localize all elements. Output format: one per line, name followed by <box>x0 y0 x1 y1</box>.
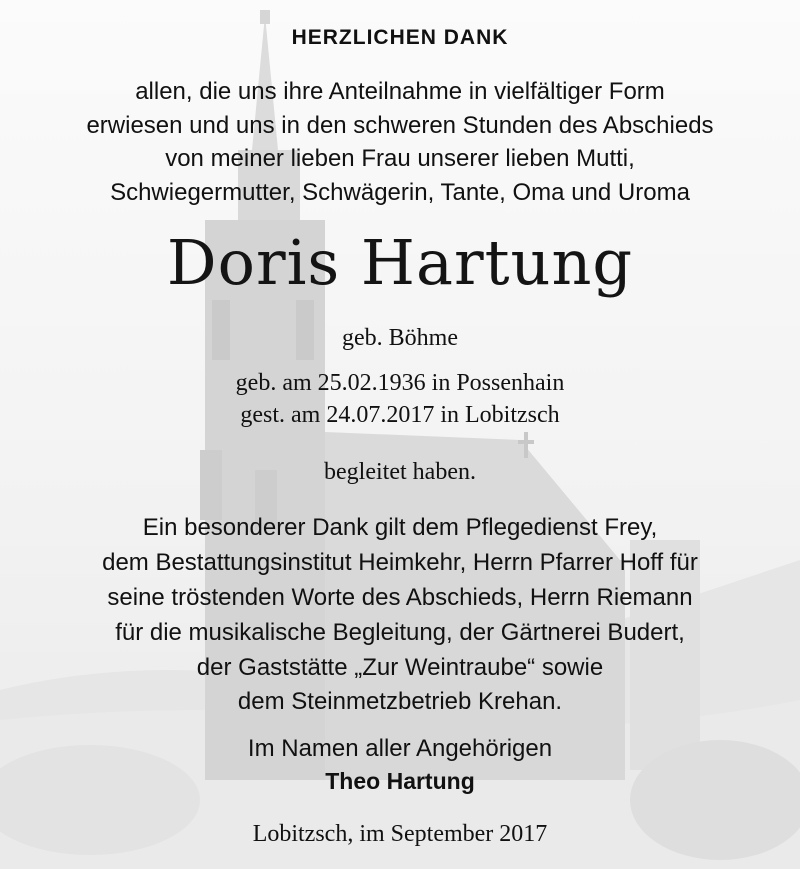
intro-line-4: Schwiegermutter, Schwägerin, Tante, Oma und Uroma <box>110 179 690 206</box>
thanks-line-3: seine tröstenden Worte des Abschieds, Herrn Riemann <box>107 584 693 611</box>
signatory-name: Theo Hartung <box>325 768 475 794</box>
closing-phrase: begleitet haben. <box>324 459 476 485</box>
thanks-line-6: dem Steinmetzbetrieb Krehan. <box>237 688 563 715</box>
thanks-line-4: für die musikalische Begleitung, der Gärtnerei Budert, <box>115 619 685 646</box>
birth-info: geb. am 25.02.1936 in Possenhain <box>235 370 565 396</box>
intro-line-2: erwiesen und uns in den schweren Stunden des Abschieds <box>86 112 714 139</box>
heading: HERZLICHEN DANK <box>291 26 509 49</box>
deceased-name: Doris Hartung <box>166 226 634 299</box>
place-date: Lobitzsch, im September 2017 <box>252 821 548 847</box>
death-info: gest. am 24.07.2017 in Lobitzsch <box>240 402 560 428</box>
on-behalf: Im Namen aller Angehörigen <box>247 735 553 762</box>
intro-line-1: allen, die uns ihre Anteilnahme in vielfältiger Form <box>135 78 665 105</box>
maiden-name: geb. Böhme <box>342 325 458 351</box>
intro-line-3: von meiner lieben Frau unserer lieben Mutti, <box>165 145 635 172</box>
thanks-line-2: dem Bestattungsinstitut Heimkehr, Herrn Pfarrer Hoff für <box>102 549 698 576</box>
thanks-line-5: der Gaststätte „Zur Weintraube“ sowie <box>196 654 604 681</box>
thanks-line-1: Ein besonderer Dank gilt dem Pflegedienst Frey, <box>142 514 658 541</box>
